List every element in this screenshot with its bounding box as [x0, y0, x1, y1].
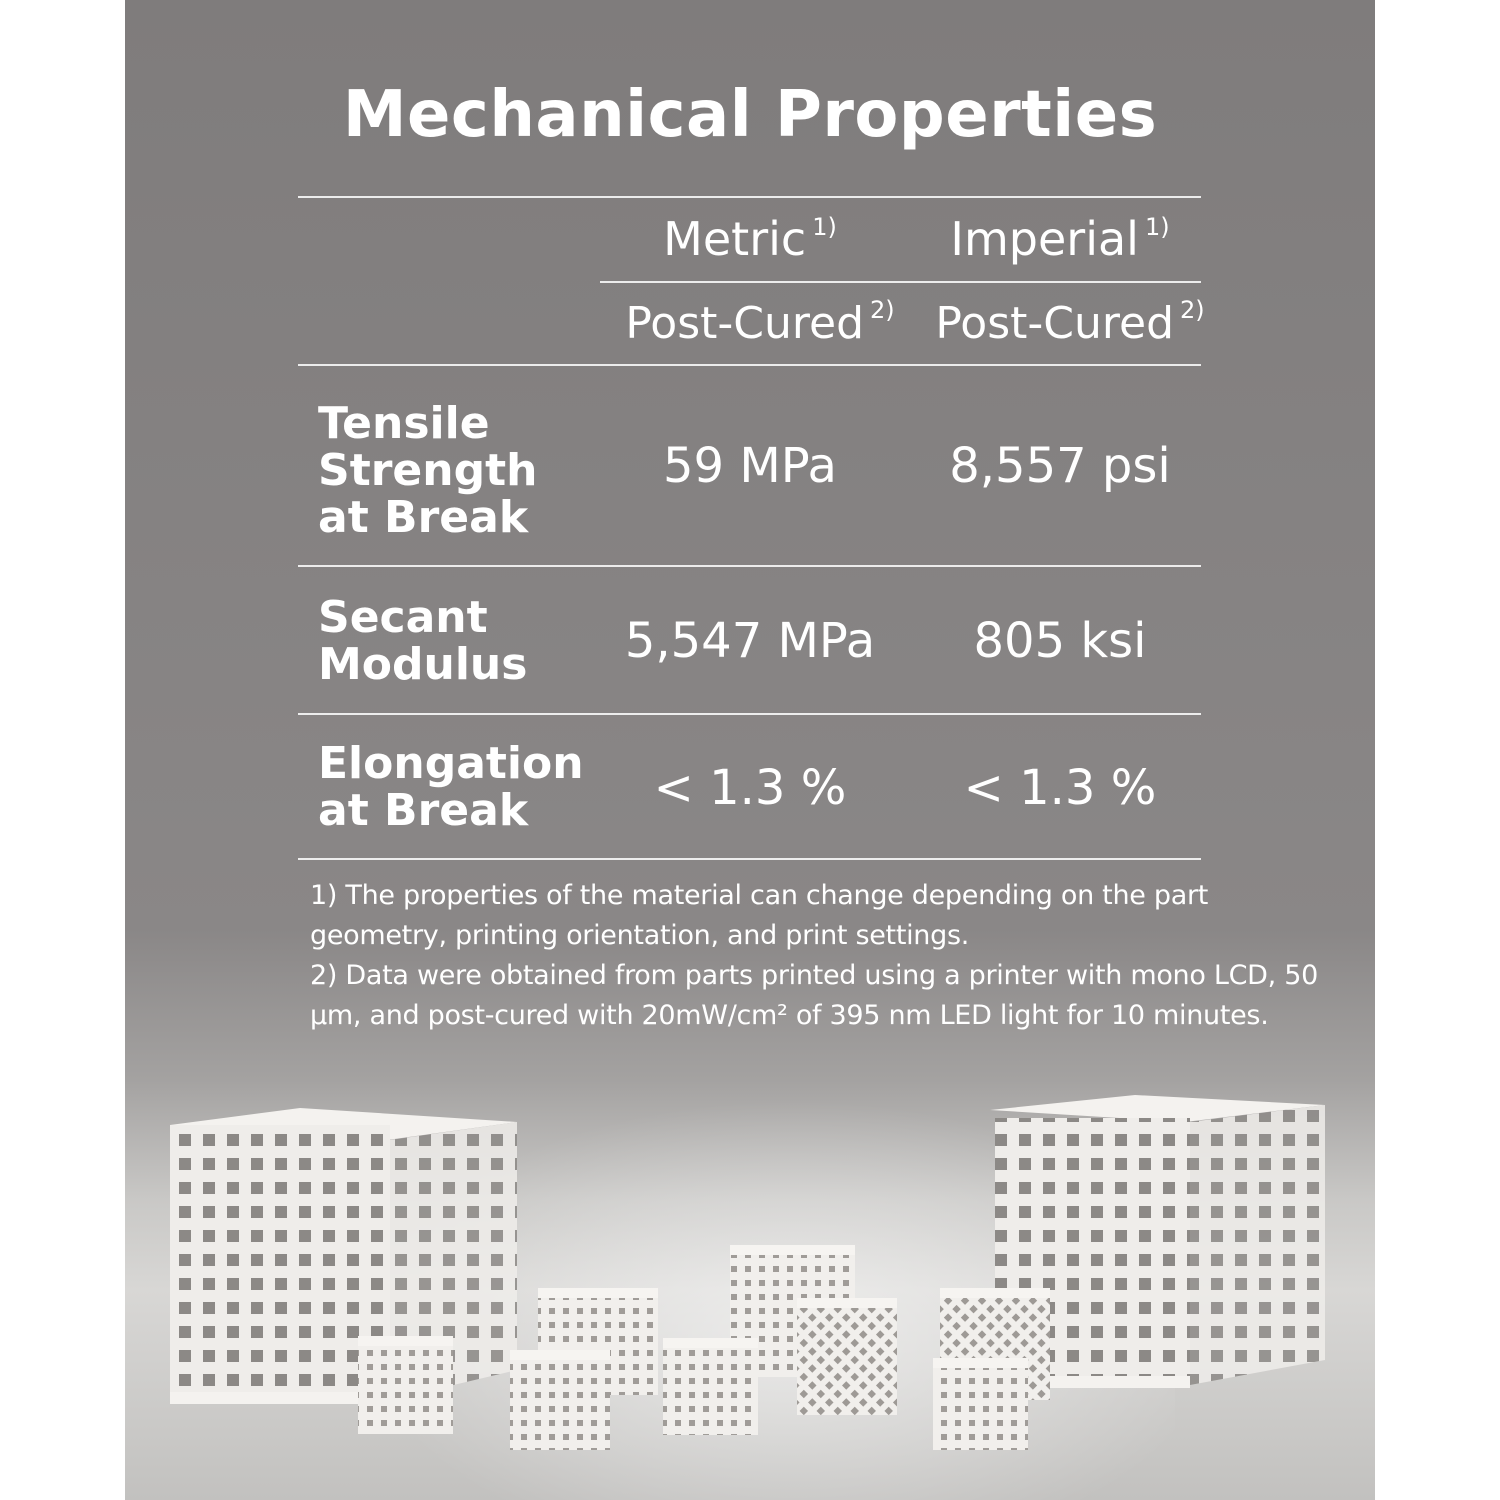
footnote-line: geometry, printing orientation, and print settings. — [310, 920, 970, 951]
row-label-line: Tensile — [318, 398, 490, 449]
lattice-cubes-photo — [125, 1080, 1375, 1500]
footnote-marker: 1) — [812, 213, 837, 241]
secant-imperial-value: 805 ksi — [973, 613, 1147, 669]
row-label-line: Secant — [318, 592, 488, 643]
column-header-imperial — [910, 212, 1210, 266]
column-header-label: Metric — [663, 212, 807, 266]
column-header-label: Imperial — [950, 212, 1139, 266]
footnote-line: µm, and post-cured with 20mW/cm² of 395 nm LED light for 10 minutes. — [310, 1000, 1269, 1031]
row-divider-rule — [298, 713, 1201, 715]
large-lattice-cube-left — [170, 1108, 517, 1404]
elongation-imperial-value: < 1.3 % — [963, 760, 1157, 816]
row-label-line: Elongation — [318, 738, 584, 789]
tensile-imperial-value: 8,557 psi — [949, 438, 1171, 494]
row-label-line: at Break — [318, 785, 529, 836]
column-header-metric — [600, 212, 900, 266]
footnotes — [310, 876, 1318, 1036]
footnote-line: 2) Data were obtained from parts printed using a printer with mono LCD, 50 — [310, 960, 1318, 991]
footnote-marker: 2) — [870, 296, 895, 324]
row-label-line: at Break — [318, 492, 529, 543]
secant-metric-value: 5,547 MPa — [624, 613, 876, 669]
row-divider-rule — [298, 565, 1201, 567]
tensile-metric-value: 59 MPa — [663, 438, 837, 494]
column-subheader-label: Post-Cured — [935, 298, 1175, 349]
footnote-line: 1) The properties of the material can change depending on the part — [310, 880, 1209, 911]
footnote-marker: 2) — [1180, 296, 1205, 324]
column-subheader-imperial — [910, 296, 1230, 349]
table-top-rule — [298, 196, 1201, 198]
column-subheader-label: Post-Cured — [625, 298, 865, 349]
row-label-line: Strength — [318, 445, 538, 496]
footnote-marker: 1) — [1144, 213, 1170, 241]
header-bottom-rule — [298, 364, 1201, 366]
row-label-elongation — [318, 740, 584, 834]
product-panel — [125, 0, 1375, 1500]
page-title: Mechanical Properties — [342, 78, 1158, 152]
table-bottom-rule — [298, 858, 1201, 860]
header-divider-rule — [600, 281, 1201, 283]
row-label-tensile-strength — [318, 400, 537, 541]
elongation-metric-value: < 1.3 % — [653, 760, 847, 816]
row-label-line: Modulus — [318, 639, 528, 690]
row-label-secant-modulus — [318, 594, 527, 688]
column-subheader-metric — [600, 296, 920, 349]
